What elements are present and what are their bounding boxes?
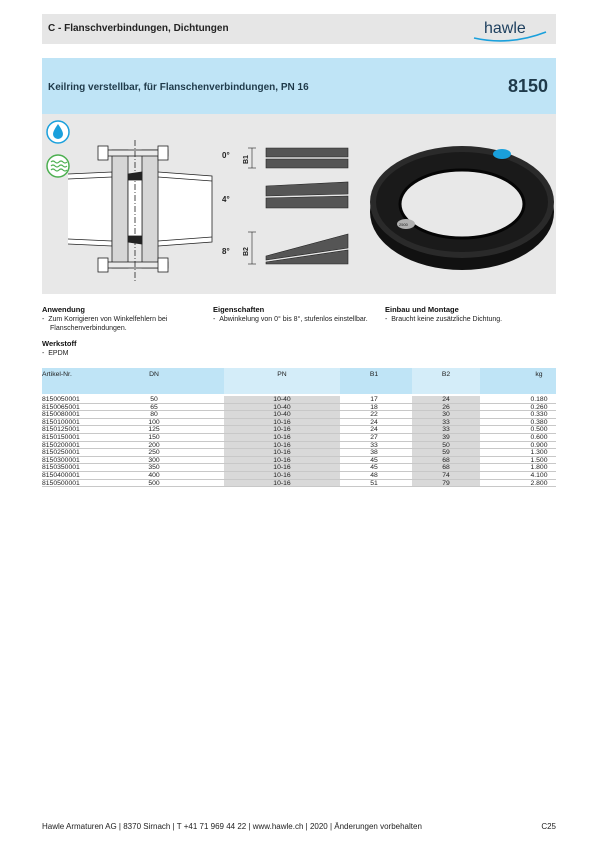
header-bar (42, 14, 556, 44)
eigenschaften-section (213, 305, 383, 324)
cell-b1: 45 (370, 456, 378, 464)
cell-pn: 10-16 (273, 418, 291, 426)
cell-dn: 125 (148, 426, 160, 434)
cell-pn: 10-16 (273, 426, 291, 434)
wedge-diagram-0 (266, 148, 348, 168)
wedge-diagram-4 (266, 182, 348, 208)
product-number: 8150 (507, 76, 548, 96)
cell-b2: 33 (442, 418, 450, 426)
cell-pn: 10-16 (273, 464, 291, 472)
werkstoff-heading: Werkstoff (42, 339, 77, 348)
cell-b1: 33 (370, 441, 378, 449)
cell-b1: 24 (370, 426, 378, 434)
cell-kg: 1.500 (530, 456, 548, 464)
anwendung-heading: Anwendung (42, 305, 85, 314)
einbau-section (385, 305, 555, 324)
table-row (42, 480, 556, 488)
col-header-b1: B1 (369, 371, 379, 378)
cell-artikel: 8150150001 (42, 433, 80, 441)
article-table (42, 368, 556, 487)
footer-text: Hawle Armaturen AG | 8370 Sirnach | T +41 71 969 44 22 | www.hawle.ch | 2020 | Änderungen vorbehalten (42, 822, 422, 831)
col-header-b2: B2 (441, 371, 451, 378)
hawle-logo (470, 16, 550, 42)
table-row (42, 404, 556, 412)
col-header-kg: kg (535, 371, 543, 378)
cell-artikel: 8150300001 (42, 456, 80, 464)
logo-text: hawle (484, 20, 526, 37)
cell-pn: 10-16 (273, 456, 291, 464)
table-row (42, 411, 556, 419)
cell-b2: 68 (442, 456, 450, 464)
cell-artikel: 8150250001 (42, 449, 80, 457)
cell-b1: 22 (370, 411, 378, 419)
wedge-ring-image (370, 146, 554, 270)
cell-pn: 10-16 (273, 449, 291, 457)
table-row (42, 442, 556, 450)
cell-kg: 4.100 (530, 471, 548, 479)
werkstoff-item: - EPDM (42, 350, 69, 357)
cell-b2: 79 (442, 479, 450, 487)
eigenschaften-heading: Eigenschaften (213, 305, 265, 314)
cell-b1: 18 (370, 403, 378, 411)
cell-pn: 10-16 (273, 479, 291, 487)
cell-pn: 10-16 (273, 441, 291, 449)
cell-dn: 80 (150, 411, 158, 419)
table-row (42, 464, 556, 472)
page-number: C25 (541, 822, 556, 831)
einbau-item: - Braucht keine zusätzliche Dichtung. (385, 316, 503, 323)
cell-b2: 39 (442, 433, 450, 441)
cell-kg: 0.900 (530, 441, 548, 449)
cell-dn: 100 (148, 418, 160, 426)
table-body (42, 396, 556, 487)
cell-b2: 24 (442, 396, 450, 403)
table-row (42, 396, 556, 404)
section-title: C - Flanschverbindungen, Dichtungen (48, 23, 229, 34)
ring-marking: 2500 (399, 222, 408, 227)
cell-kg: 0.260 (530, 403, 548, 411)
cell-dn: 200 (148, 441, 160, 449)
cell-b2: 59 (442, 449, 450, 457)
cell-b1: 24 (370, 418, 378, 426)
dim-label-b2: B2 (243, 247, 250, 256)
einbau-heading: Einbau und Montage (385, 305, 459, 314)
dim-label-b1: B1 (243, 155, 250, 164)
cell-b2: 68 (442, 464, 450, 472)
wedge-diagram-8 (266, 234, 348, 264)
cell-dn: 500 (148, 479, 160, 487)
cell-b2: 50 (442, 441, 450, 449)
cell-b1: 45 (370, 464, 378, 472)
cell-kg: 2.800 (530, 479, 548, 487)
cell-dn: 50 (150, 396, 158, 403)
anwendung-item: - Zum Korrigieren von Winkelfehlern bei Flanschenverbindungen. (42, 316, 168, 332)
table-row (42, 457, 556, 465)
cell-b1: 51 (370, 479, 378, 487)
cell-artikel: 8150350001 (42, 464, 80, 472)
cell-artikel: 8150400001 (42, 471, 80, 479)
angle-label-0: 0° (222, 151, 230, 160)
cell-pn: 10-40 (273, 403, 291, 411)
flange-cross-section-drawing (68, 140, 212, 282)
table-row (42, 449, 556, 457)
cell-artikel: 8150200001 (42, 441, 80, 449)
cell-kg: 0.600 (530, 433, 548, 441)
product-title-band (42, 58, 556, 114)
cell-b1: 48 (370, 471, 378, 479)
cell-b2: 30 (442, 411, 450, 419)
cell-dn: 65 (150, 403, 158, 411)
table-row (42, 419, 556, 427)
cell-b1: 27 (370, 433, 378, 441)
cell-kg: 1.800 (530, 464, 548, 472)
cell-dn: 400 (148, 471, 160, 479)
col-header-pn: PN (277, 371, 287, 378)
eigenschaften-item: - Abwinkelung von 0° bis 8°, stufenlos einstellbar. (213, 316, 368, 323)
cell-artikel: 8150080001 (42, 411, 80, 419)
table-header (42, 368, 556, 394)
water-waves-icon (47, 155, 69, 177)
cell-b2: 26 (442, 403, 450, 411)
table-row (42, 426, 556, 434)
cell-dn: 150 (148, 433, 160, 441)
cell-kg: 0.330 (530, 411, 548, 419)
cell-b2: 33 (442, 426, 450, 434)
cell-kg: 1.300 (530, 449, 548, 457)
water-drop-icon (47, 121, 69, 143)
product-figure (42, 114, 556, 294)
cell-kg: 0.180 (530, 396, 548, 403)
cell-b1: 38 (370, 449, 378, 457)
cell-artikel: 8150050001 (42, 396, 80, 403)
anwendung-section (42, 305, 207, 333)
angle-label-4: 4° (222, 195, 230, 204)
cell-pn: 10-16 (273, 433, 291, 441)
cell-b2: 74 (442, 471, 450, 479)
cell-artikel: 8150065001 (42, 403, 80, 411)
cell-artikel: 8150500001 (42, 479, 80, 487)
cell-kg: 0.500 (530, 426, 548, 434)
cell-b1: 17 (370, 396, 378, 403)
werkstoff-section (42, 339, 207, 358)
cell-pn: 10-40 (273, 411, 291, 419)
col-header-artikel: Artikel-Nr. (42, 371, 72, 378)
cell-pn: 10-40 (273, 396, 291, 403)
cell-artikel: 8150125001 (42, 426, 80, 434)
product-title: Keilring verstellbar, für Flanschenverbindungen, PN 16 (48, 82, 309, 93)
angle-label-8: 8° (222, 247, 230, 256)
cell-dn: 250 (148, 449, 160, 457)
col-header-dn: DN (149, 371, 159, 378)
cell-dn: 350 (148, 464, 160, 472)
table-row (42, 434, 556, 442)
cell-dn: 300 (148, 456, 160, 464)
cell-kg: 0.380 (530, 418, 548, 426)
table-row (42, 472, 556, 480)
cell-pn: 10-16 (273, 471, 291, 479)
cell-artikel: 8150100001 (42, 418, 80, 426)
